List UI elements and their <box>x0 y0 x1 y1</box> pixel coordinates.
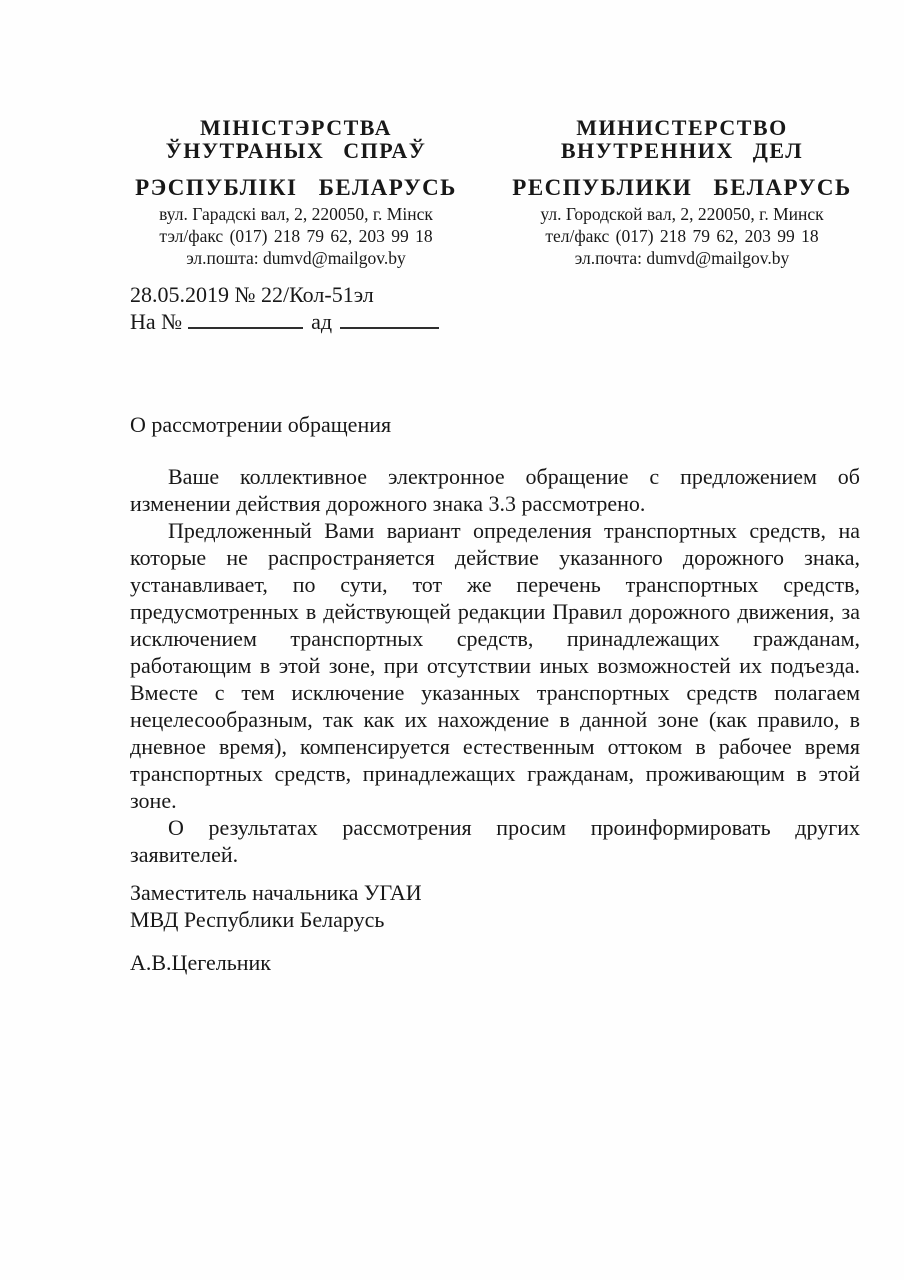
address-line: ул. Городской вал, 2, 220050, г. Минск <box>540 204 824 224</box>
letter-body <box>130 463 860 868</box>
blank-underline <box>340 309 439 329</box>
letterhead-russian <box>498 116 866 269</box>
org-country-line: РЭСПУБЛІКІ БЕЛАРУСЬ <box>135 175 457 200</box>
org-country-line: РЕСПУБЛИКИ БЕЛАРУСЬ <box>512 175 852 200</box>
reference-block <box>130 281 439 335</box>
letterhead <box>128 116 866 269</box>
signature-block <box>130 879 422 976</box>
contact-block <box>128 203 464 269</box>
letterhead-belarusian <box>128 116 464 269</box>
body-paragraph: Предложенный Вами вариант определения транспортных средств, на которые не распространяется действие указанного дорожного знака, устанавливает, по сути, тот же перечень транспортных средств, предусмотренных в действующей редакции Правил дорожного движения, за исключением транспортных средств, принадлежащих гражданам, работающим в этой зоне, при отсутствии иных возможностей их подъезда. Вместе с тем исключение указанных транспортных средств полагаем нецелесообразным, так как их нахождение в данной зоне (как правило, в дневное время), компенсируется естественным оттоком в рабочее время транспортных средств, принадлежащих гражданам, проживающим в этой зоне. <box>130 518 860 813</box>
reply-prefix: На № <box>130 309 183 334</box>
contact-block <box>498 203 866 269</box>
org-name-line: МІНІСТЭРСТВА <box>200 115 392 140</box>
phone-line: тэл/факс (017) 218 79 62, 203 99 18 <box>159 226 433 246</box>
phone-line: тел/факс (017) 218 79 62, 203 99 18 <box>545 226 819 246</box>
email-line: эл.пошта: dumvd@mailgov.by <box>186 248 406 268</box>
outgoing-date-number: 28.05.2019 № 22/Кол-51эл <box>130 282 374 307</box>
signer-name: А.В.Цегельник <box>130 950 271 975</box>
org-name-line: ЎНУТРАНЫХ СПРАЎ <box>165 138 427 163</box>
blank-underline <box>188 309 303 329</box>
subject-line: О рассмотрении обращения <box>130 412 392 437</box>
reply-connector: ад <box>311 309 333 334</box>
org-name-line: ВНУТРЕННИХ ДЕЛ <box>560 138 804 163</box>
reply-reference-line <box>130 308 439 335</box>
address-line: вул. Гарадскі вал, 2, 220050, г. Мінск <box>159 204 433 224</box>
email-line: эл.почта: dumvd@mailgov.by <box>574 248 790 268</box>
org-name-line: МИНИСТЕРСТВО <box>576 115 788 140</box>
body-paragraph: Ваше коллективное электронное обращение с предложением об изменении действия дорожного знака 3.3 рассмотрено. <box>130 464 860 516</box>
body-paragraph: О результатах рассмотрения просим проинформировать других заявителей. <box>130 815 860 867</box>
signer-position-line: Заместитель начальника УГАИ <box>130 880 422 905</box>
signer-position-line: МВД Республики Беларусь <box>130 907 385 932</box>
